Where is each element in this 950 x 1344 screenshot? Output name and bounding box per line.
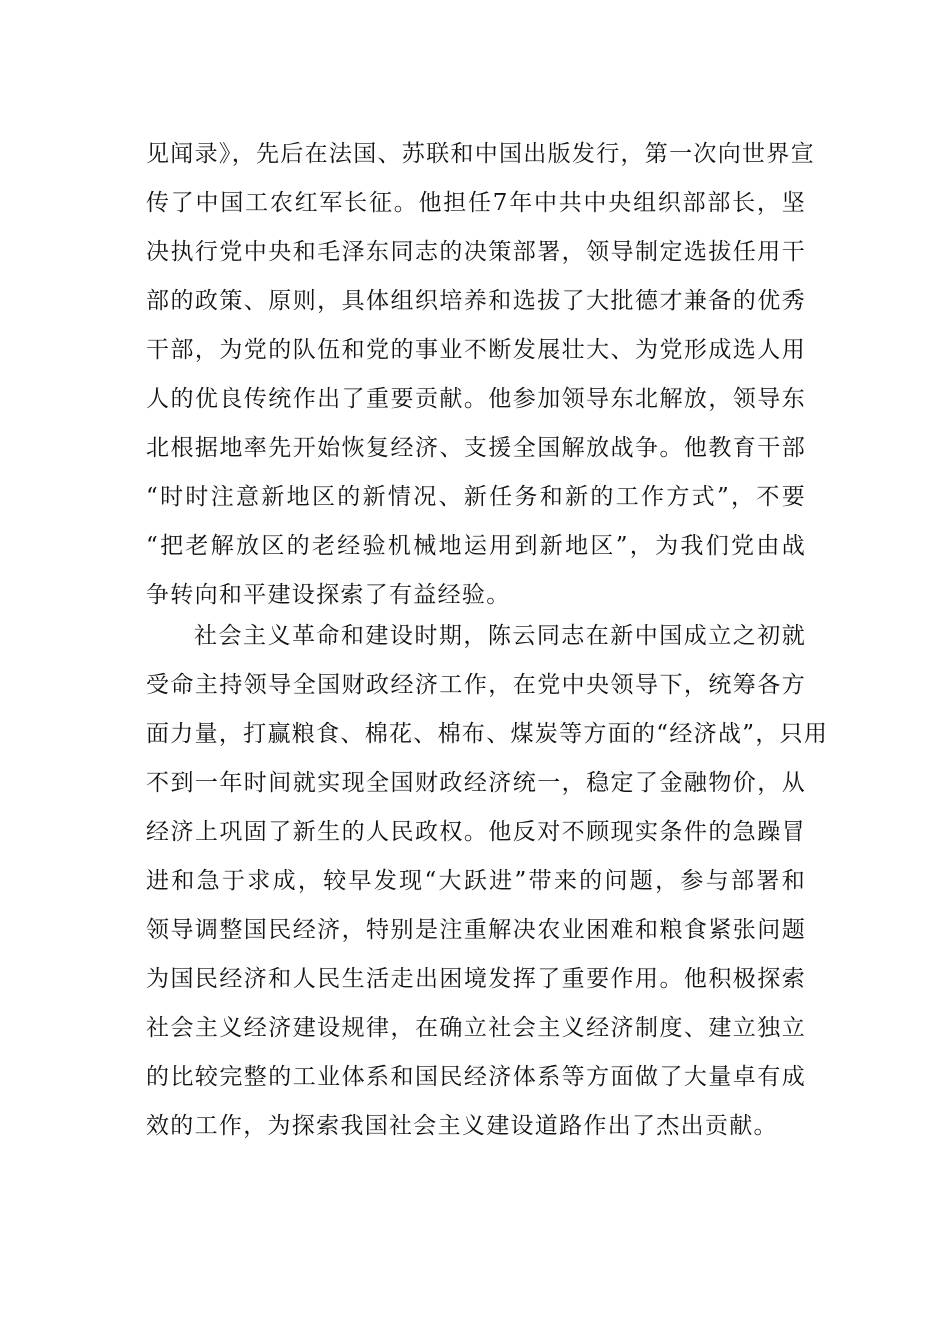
text-line: 不到一年时间就实现全国财政经济统一，稳定了金融物价，从 — [146, 770, 806, 796]
text-line: 北根据地率先开始恢复经济、支援全国解放战争。他教育干部 — [146, 435, 806, 461]
text-line: 社会主义经济建设规律，在确立社会主义经济制度、建立独立 — [146, 1015, 806, 1041]
text-line: 争转向和平建设探索了有益经验。 — [146, 582, 511, 608]
text-line: 传了中国工农红军长征。他担任7年中共中央组织部部长，坚 — [146, 190, 806, 216]
text-line: 效的工作，为探索我国社会主义建设道路作出了杰出贡献。 — [146, 1113, 778, 1139]
text-line: 为国民经济和人民生活走出困境发挥了重要作用。他积极探索 — [146, 966, 806, 992]
text-line: 见闻录》，先后在法国、苏联和中国出版发行，第一次向世界宣 — [146, 141, 815, 167]
text-line: “时时注意新地区的新情况、新任务和新的工作方式”，不要 — [146, 484, 806, 510]
text-line: 受命主持领导全国财政经济工作，在党中央领导下，统筹各方 — [146, 672, 806, 698]
text-line: 的比较完整的工业体系和国民经济体系等方面做了大量卓有成 — [146, 1064, 806, 1090]
text-line: 进和急于求成，较早发现“大跃进”带来的问题，参与部署和 — [146, 868, 806, 894]
paragraph-2 — [146, 618, 829, 1157]
text-line: 干部，为党的队伍和党的事业不断发展壮大、为党形成选人用 — [146, 337, 806, 363]
text-line: 决执行党中央和毛泽东同志的决策部署，领导制定选拔任用干 — [146, 239, 806, 265]
text-line: “把老解放区的老经验机械地运用到新地区”，为我们党由战 — [146, 533, 806, 559]
text-line: 经济上巩固了新生的人民政权。他反对不顾现实条件的急躁冒 — [146, 819, 806, 845]
text-line: 人的优良传统作出了重要贡献。他参加领导东北解放，领导东 — [146, 386, 806, 412]
text-line: 部的政策、原则，具体组织培养和选拔了大批德才兼备的优秀 — [146, 288, 806, 314]
text-line: 领导调整国民经济，特别是注重解决农业困难和粮食紧张问题 — [146, 917, 806, 943]
text-line: 社会主义革命和建设时期，陈云同志在新中国成立之初就 — [194, 623, 806, 649]
paragraph-1 — [146, 136, 815, 626]
text-line: 面力量，打赢粮食、棉花、棉布、煤炭等方面的“经济战”，只用 — [146, 721, 829, 747]
